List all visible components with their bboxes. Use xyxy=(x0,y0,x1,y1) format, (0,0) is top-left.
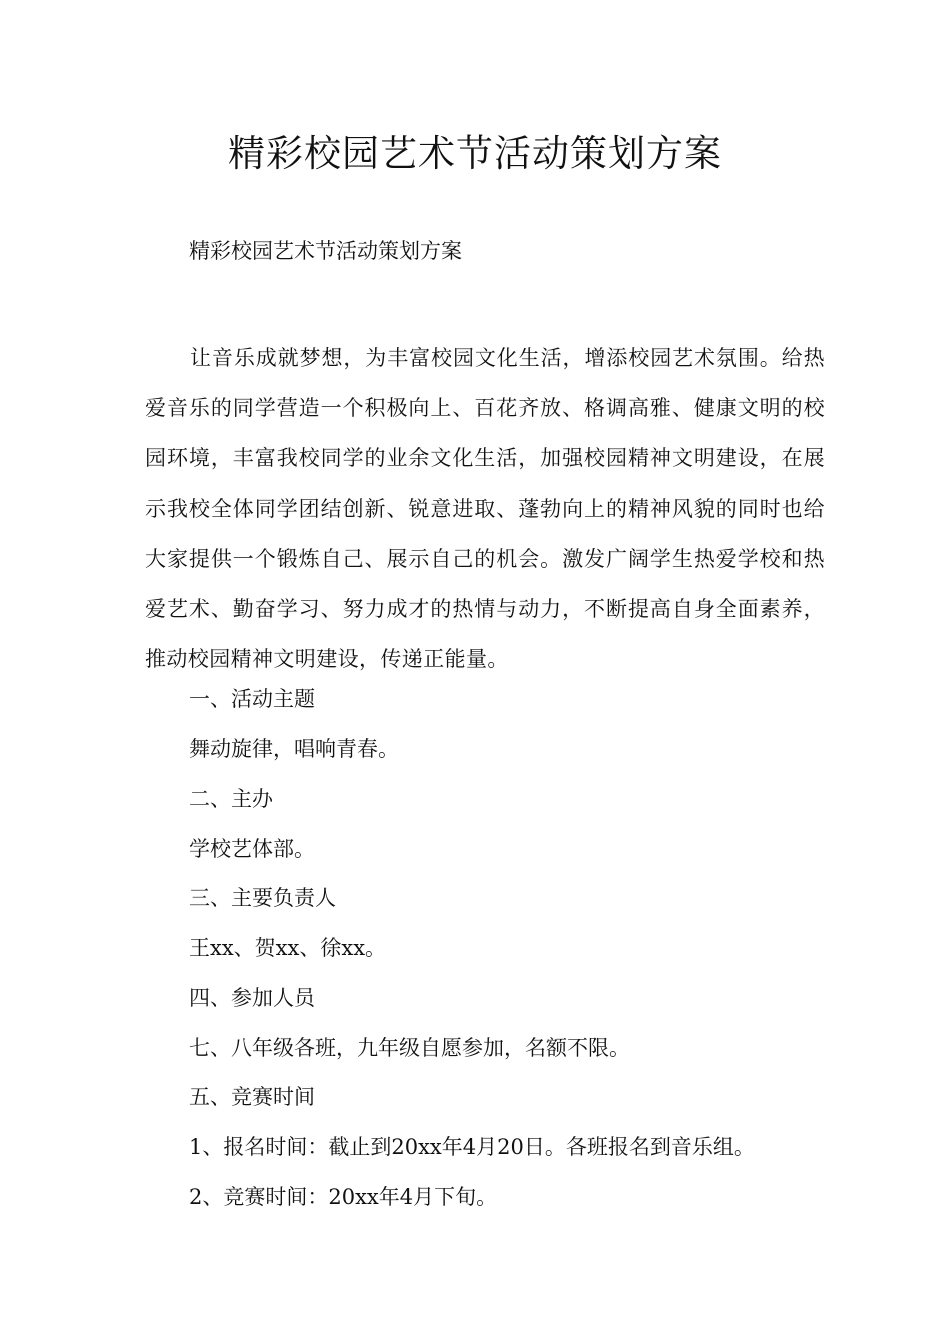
competition-time-text: 2、竞赛时间：20xx年4月下旬。 xyxy=(189,1185,498,1209)
document-subtitle: 精彩校园艺术节活动策划方案 xyxy=(189,239,462,263)
intro-paragraph: 让音乐成就梦想，为丰富校园文化生活，增添校园艺术氛围。给热爱音乐的同学营造一个积极向上、百花齐放、格调高雅、健康文明的校园环境，丰富我校同学的业余文化生活，加强校园精神文明建设，在展示我校全体同学团结创新、锐意进取、蓬勃向上的精神风貌的同时也给大家提供一个锻炼自己、展示自己的机会。激发广阔学生热爱学校和热爱艺术、勤奋学习、努力成才的热情与动力，不断提高自身全面素养，推动校园精神文明建设，传递正能量。 xyxy=(145,346,825,672)
organizer-text: 学校艺体部。 xyxy=(189,837,315,861)
section-heading-responsible: 三、主要负责人 xyxy=(189,886,336,910)
theme-text: 舞动旋律，唱响青春。 xyxy=(189,737,399,761)
responsible-text: 王xx、贺xx、徐xx。 xyxy=(189,936,387,960)
participants-text: 七、八年级各班，九年级自愿参加，名额不限。 xyxy=(189,1036,630,1060)
document-title: 精彩校园艺术节活动策划方案 xyxy=(228,132,722,175)
section-heading-organizer: 二、主办 xyxy=(189,787,273,811)
registration-time-text: 1、报名时间：截止到20xx年4月20日。各班报名到音乐组。 xyxy=(189,1135,755,1159)
section-heading-participants: 四、参加人员 xyxy=(189,986,315,1010)
section-heading-time: 五、竞赛时间 xyxy=(189,1085,315,1109)
section-heading-theme: 一、活动主题 xyxy=(189,687,315,711)
